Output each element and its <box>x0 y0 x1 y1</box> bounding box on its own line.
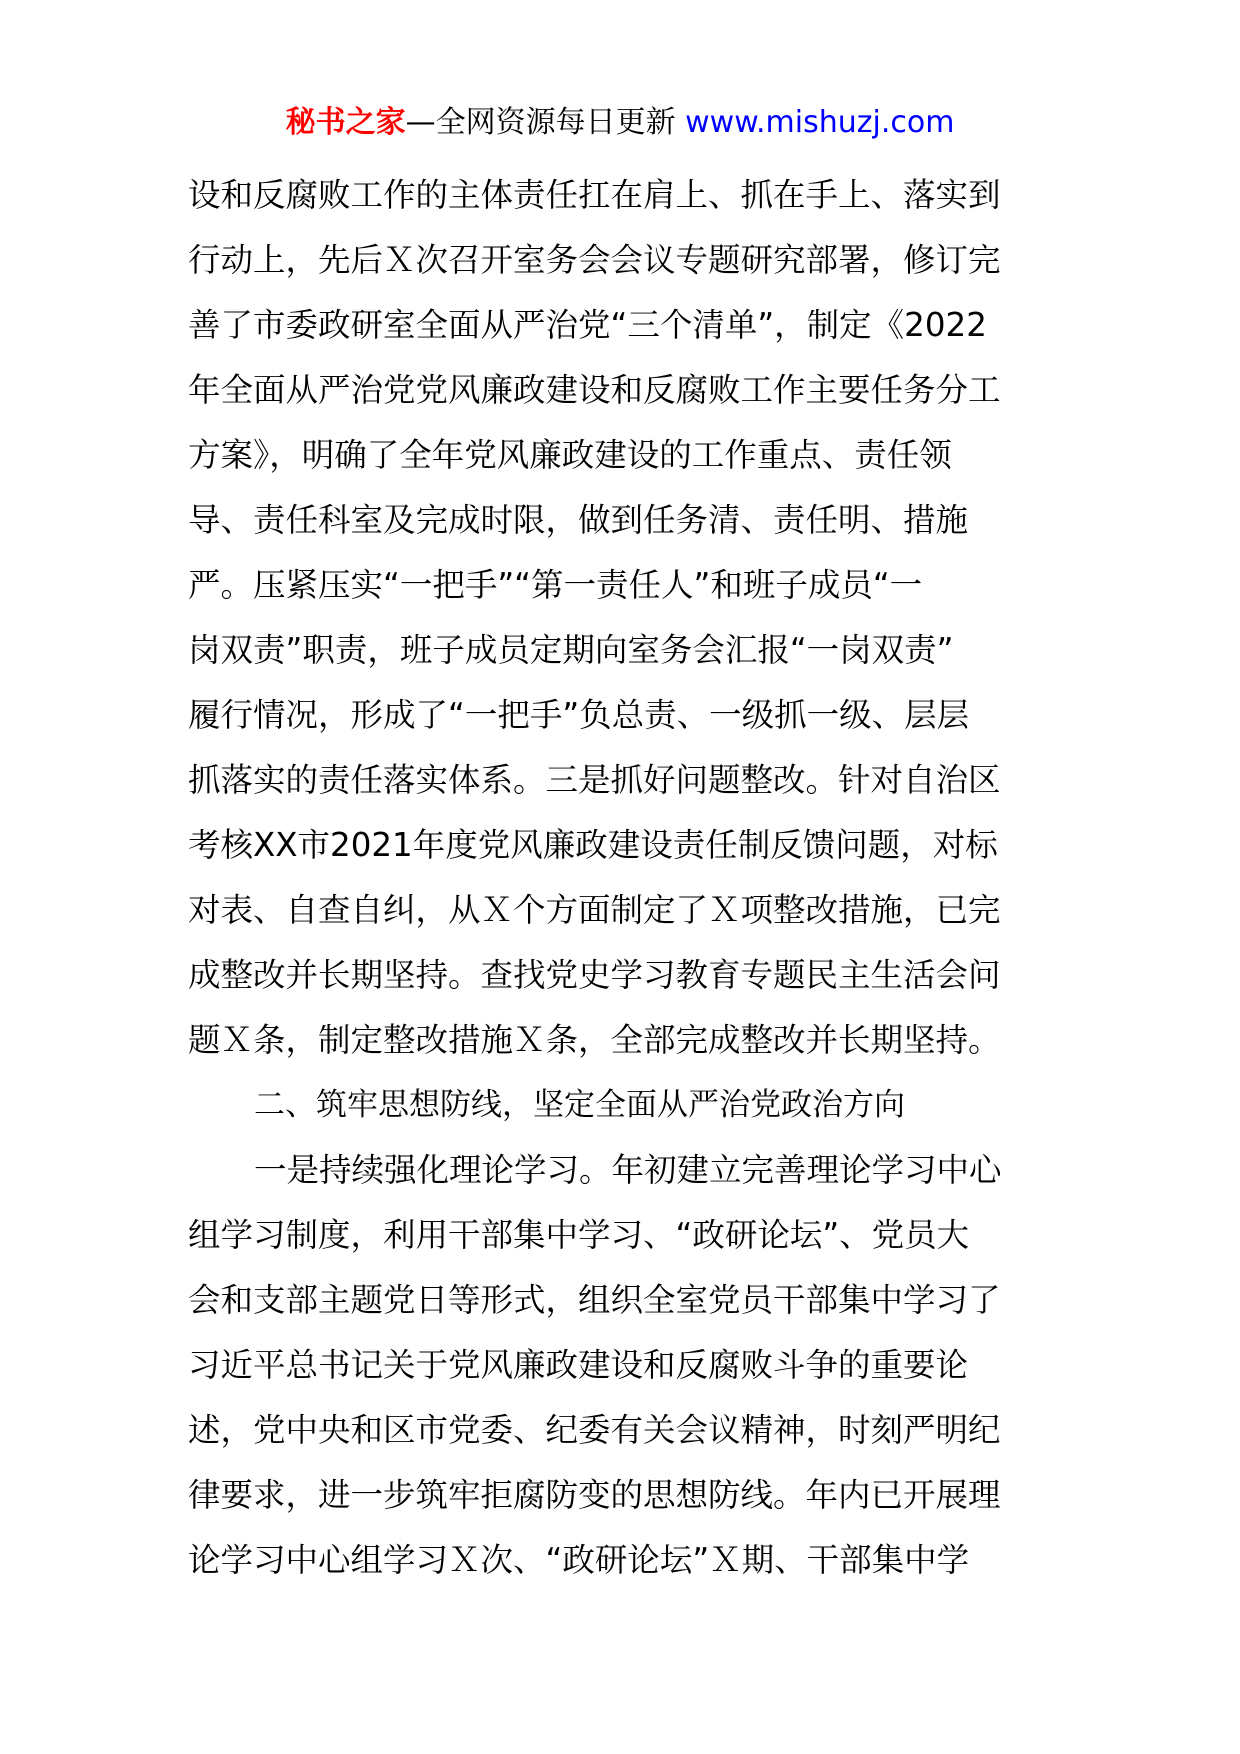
site-brand: 秘书之家 <box>285 105 406 140</box>
text-line: 设和反腐败工作的主体责任扛在肩上、抓在手上、落实到 <box>188 176 1001 214</box>
text-line: 题Ｘ条，制定整改措施Ｘ条，全部完成整改并长期坚持。 <box>188 1021 1001 1059</box>
text-line: 会和支部主题党日等形式，组织全室党员干部集中学习了 <box>188 1281 1001 1319</box>
text-line: 抓落实的责任落实体系。三是抓好问题整改。针对自治区 <box>188 761 1001 799</box>
text-line: 方案》，明确了全年党风廉政建设的工作重点、责任领 <box>188 436 952 474</box>
text-line: 律要求，进一步筑牢拒腐防变的思想防线。年内已开展理 <box>188 1476 1001 1514</box>
site-tagline: —全网资源每日更新 <box>405 105 676 140</box>
text-line: 善了市委政研室全面从严治党“三个清单”，制定《2022 <box>188 306 987 344</box>
text-line: 习近平总书记关于党风廉政建设和反腐败斗争的重要论 <box>188 1346 969 1384</box>
paragraph-first-line: 一是持续强化理论学习。年初建立完善理论学习中心 <box>254 1151 1002 1189</box>
text-line: 考核XX市2021年度党风廉政建设责任制反馈问题，对标 <box>188 826 998 864</box>
text-line: 对表、自查自纠，从Ｘ个方面制定了Ｘ项整改措施，已完 <box>188 891 1001 929</box>
text-line: 成整改并长期坚持。查找党史学习教育专题民主生活会问 <box>188 956 1001 994</box>
text-line: 履行情况，形成了“一把手”负总责、一级抓一级、层层 <box>188 696 970 734</box>
text-line: 行动上，先后Ｘ次召开室务会会议专题研究部署，修订完 <box>188 241 1001 279</box>
text-line: 严。压紧压实“一把手”“第一责任人”和班子成员“一 <box>188 566 923 604</box>
text-line: 组学习制度，利用干部集中学习、“政研论坛”、党员大 <box>188 1216 970 1254</box>
site-url[interactable]: www.mishuzj.com <box>685 105 955 140</box>
text-line: 论学习中心组学习Ｘ次、“政研论坛”Ｘ期、干部集中学 <box>188 1541 970 1579</box>
text-line: 述，党中央和区市党委、纪委有关会议精神，时刻严明纪 <box>188 1411 1001 1449</box>
site-watermark-header <box>0 98 1240 148</box>
text-line: 岗双责”职责，班子成员定期向室务会汇报“一岗双责” <box>188 631 954 669</box>
section-heading: 二、筑牢思想防线，坚定全面从严治党政治方向 <box>254 1087 905 1123</box>
document-body <box>188 163 1058 1593</box>
text-line: 导、责任科室及完成时限，做到任务清、责任明、措施 <box>188 501 969 539</box>
text-line: 年全面从严治党党风廉政建设和反腐败工作主要任务分工 <box>188 371 1001 409</box>
